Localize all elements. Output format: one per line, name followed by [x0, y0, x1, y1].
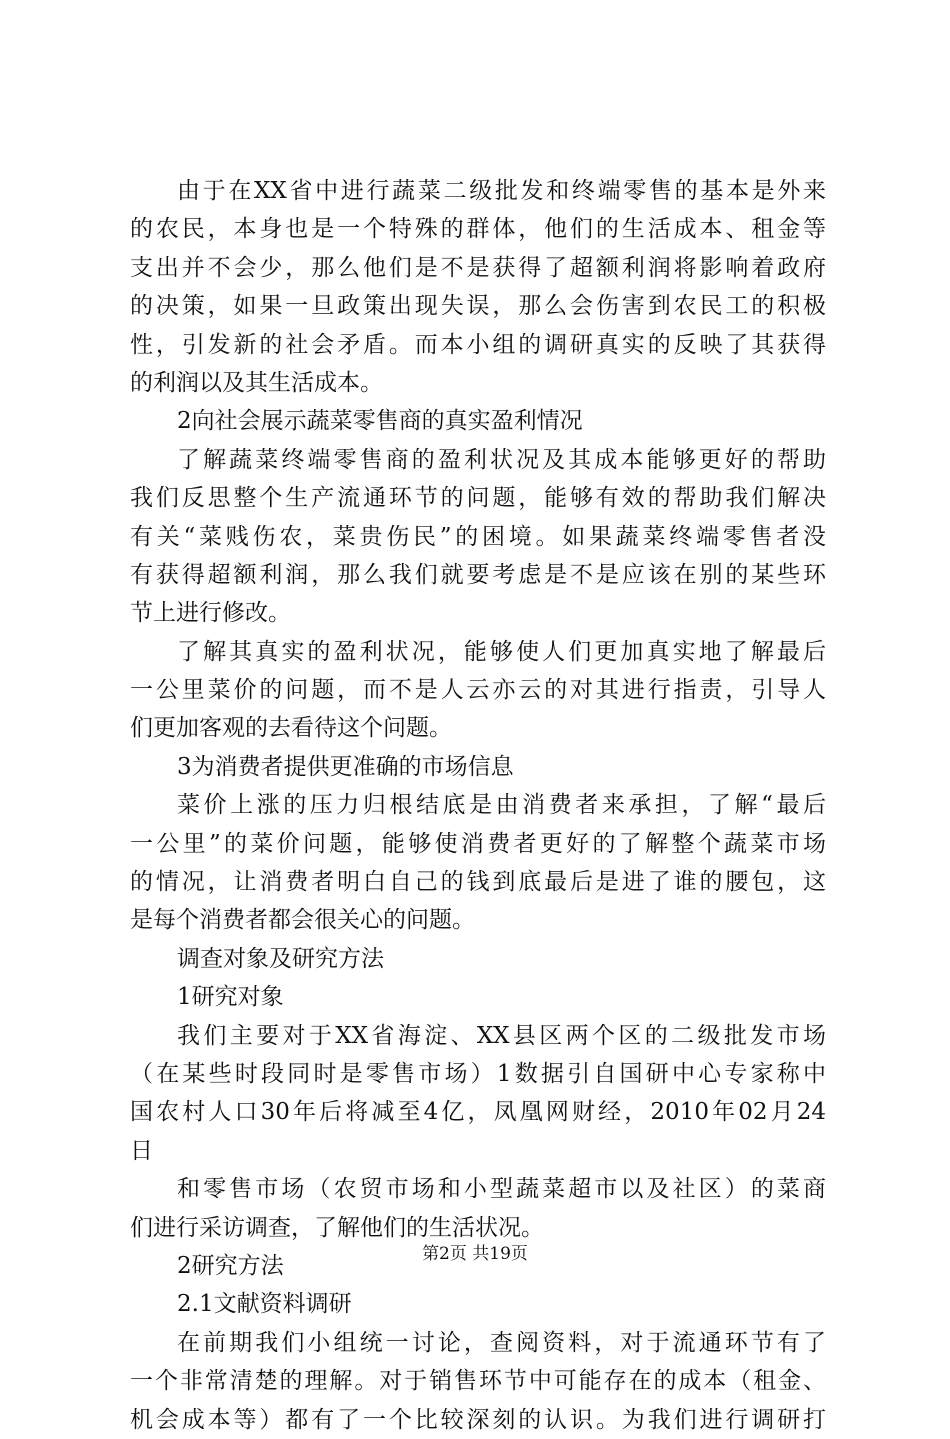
- text-line: 一个非常清楚的理解。对于销售环节中可能存在的成本（租金、: [130, 1368, 826, 1395]
- text-line: 2.1文献资料调研: [177, 1291, 352, 1318]
- text-line: 我们反思整个生产流通环节的问题，能够有效的帮助我们解决: [130, 485, 826, 512]
- text-line: 国农村人口30年后将减至4亿，凤凰网财经，2010年02月24: [130, 1099, 826, 1126]
- text-line: 了解其真实的盈利状况，能够使人们更加真实地了解最后: [177, 638, 826, 665]
- text-line: 性，引发新的社会矛盾。而本小组的调研真实的反映了其获得: [130, 331, 826, 358]
- text-line: 的农民，本身也是一个特殊的群体，他们的生活成本、租金等: [130, 216, 826, 243]
- text-line: 节上进行修改。: [130, 600, 291, 627]
- text-line: 有获得超额利润，那么我们就要考虑是不是应该在别的某些环: [130, 561, 826, 588]
- text-line: 调查对象及研究方法: [177, 945, 384, 972]
- text-line: （在某些时段同时是零售市场）1数据引自国研中心专家称中: [130, 1060, 826, 1087]
- text-line: 的决策，如果一旦政策出现失误，那么会伤害到农民工的积极: [130, 293, 826, 320]
- text-line: 们进行采访调查，了解他们的生活状况。: [130, 1214, 544, 1241]
- text-line: 和零售市场（农贸市场和小型蔬菜超市以及社区）的菜商: [177, 1176, 826, 1203]
- text-line: 了解蔬菜终端零售商的盈利状况及其成本能够更好的帮助: [177, 446, 826, 473]
- text-line: 一公里”的菜价问题，能够使消费者更好的了解整个蔬菜市场: [130, 830, 826, 857]
- text-line: 是每个消费者都会很关心的问题。: [130, 907, 475, 934]
- text-line: 们更加客观的去看待这个问题。: [130, 715, 452, 742]
- text-line: 的利润以及其生活成本。: [130, 369, 383, 396]
- text-line: 由于在XX省中进行蔬菜二级批发和终端零售的基本是外来: [177, 178, 826, 204]
- text-line: 的情况，让消费者明白自己的钱到底最后是进了谁的腰包，这: [130, 869, 826, 896]
- text-line: 我们主要对于XX省海淀、XX县区两个区的二级批发市场: [177, 1022, 826, 1049]
- text-line: 一公里菜价的问题，而不是人云亦云的对其进行指责，引导人: [130, 677, 826, 704]
- text-line: 3为消费者提供更准确的市场信息: [177, 753, 514, 780]
- text-line: 2研究方法: [177, 1252, 284, 1279]
- text-line: 在前期我们小组统一讨论，查阅资料，对于流通环节有了: [177, 1329, 826, 1356]
- page-footer: 第2页 共19页: [422, 1244, 528, 1264]
- text-line: 支出并不会少，那么他们是不是获得了超额利润将影响着政府: [130, 254, 826, 281]
- text-line: 2向社会展示蔬菜零售商的真实盈利情况: [177, 408, 583, 435]
- text-line: 日: [130, 1137, 153, 1164]
- text-line: 机会成本等）都有了一个比较深刻的认识。为我们进行调研打: [130, 1406, 826, 1433]
- text-line: 菜价上涨的压力归根结底是由消费者来承担，了解“最后: [177, 792, 826, 819]
- text-line: 1研究对象: [177, 984, 284, 1011]
- text-line: 有关“菜贱伤农，菜贵伤民”的困境。如果蔬菜终端零售者没: [130, 523, 826, 550]
